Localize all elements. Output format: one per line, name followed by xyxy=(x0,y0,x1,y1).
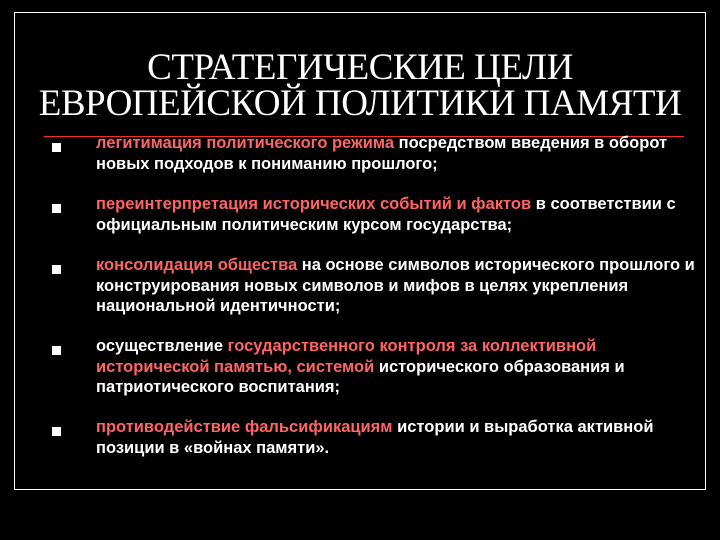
item-text: посредством введения в оборот новых подходов к пониманию прошлого; xyxy=(96,134,668,173)
list-item xyxy=(96,417,696,458)
title-line-1: СТРАТЕГИЧЕСКИЕ ЦЕЛИ xyxy=(147,47,573,88)
square-bullet-icon xyxy=(52,265,61,274)
item-highlight: консолидация общества xyxy=(96,256,298,274)
item-text: истории и выработка активной позиции в «войнах памяти». xyxy=(96,418,654,457)
item-text-prefix: осуществление xyxy=(96,337,228,355)
square-bullet-icon xyxy=(52,143,61,152)
list-item xyxy=(96,194,696,235)
item-highlight: легитимация политического режима xyxy=(96,134,395,152)
item-text: исторического образования и патриотического воспитания; xyxy=(96,357,625,396)
square-bullet-icon xyxy=(52,204,61,213)
title-line-2: ЕВРОПЕЙСКОЙ ПОЛИТИКИ ПАМЯТИ xyxy=(38,83,682,124)
item-text: на основе символов исторического прошлого и конструирования новых символов и мифов в целях укрепления национальной идентичности; xyxy=(96,256,695,315)
item-text: в соответствии с официальным политическим курсом государства; xyxy=(96,195,676,234)
list-item xyxy=(96,133,696,174)
square-bullet-icon xyxy=(52,427,61,436)
list-item xyxy=(96,336,696,398)
list-item xyxy=(96,255,696,317)
item-highlight: государственного контроля за коллективной исторической памятью, системой xyxy=(96,337,597,376)
square-bullet-icon xyxy=(52,346,61,355)
item-highlight: переинтерпретация исторических событий и фактов xyxy=(96,195,532,213)
item-highlight: противодействие фальсификациям xyxy=(96,418,393,436)
